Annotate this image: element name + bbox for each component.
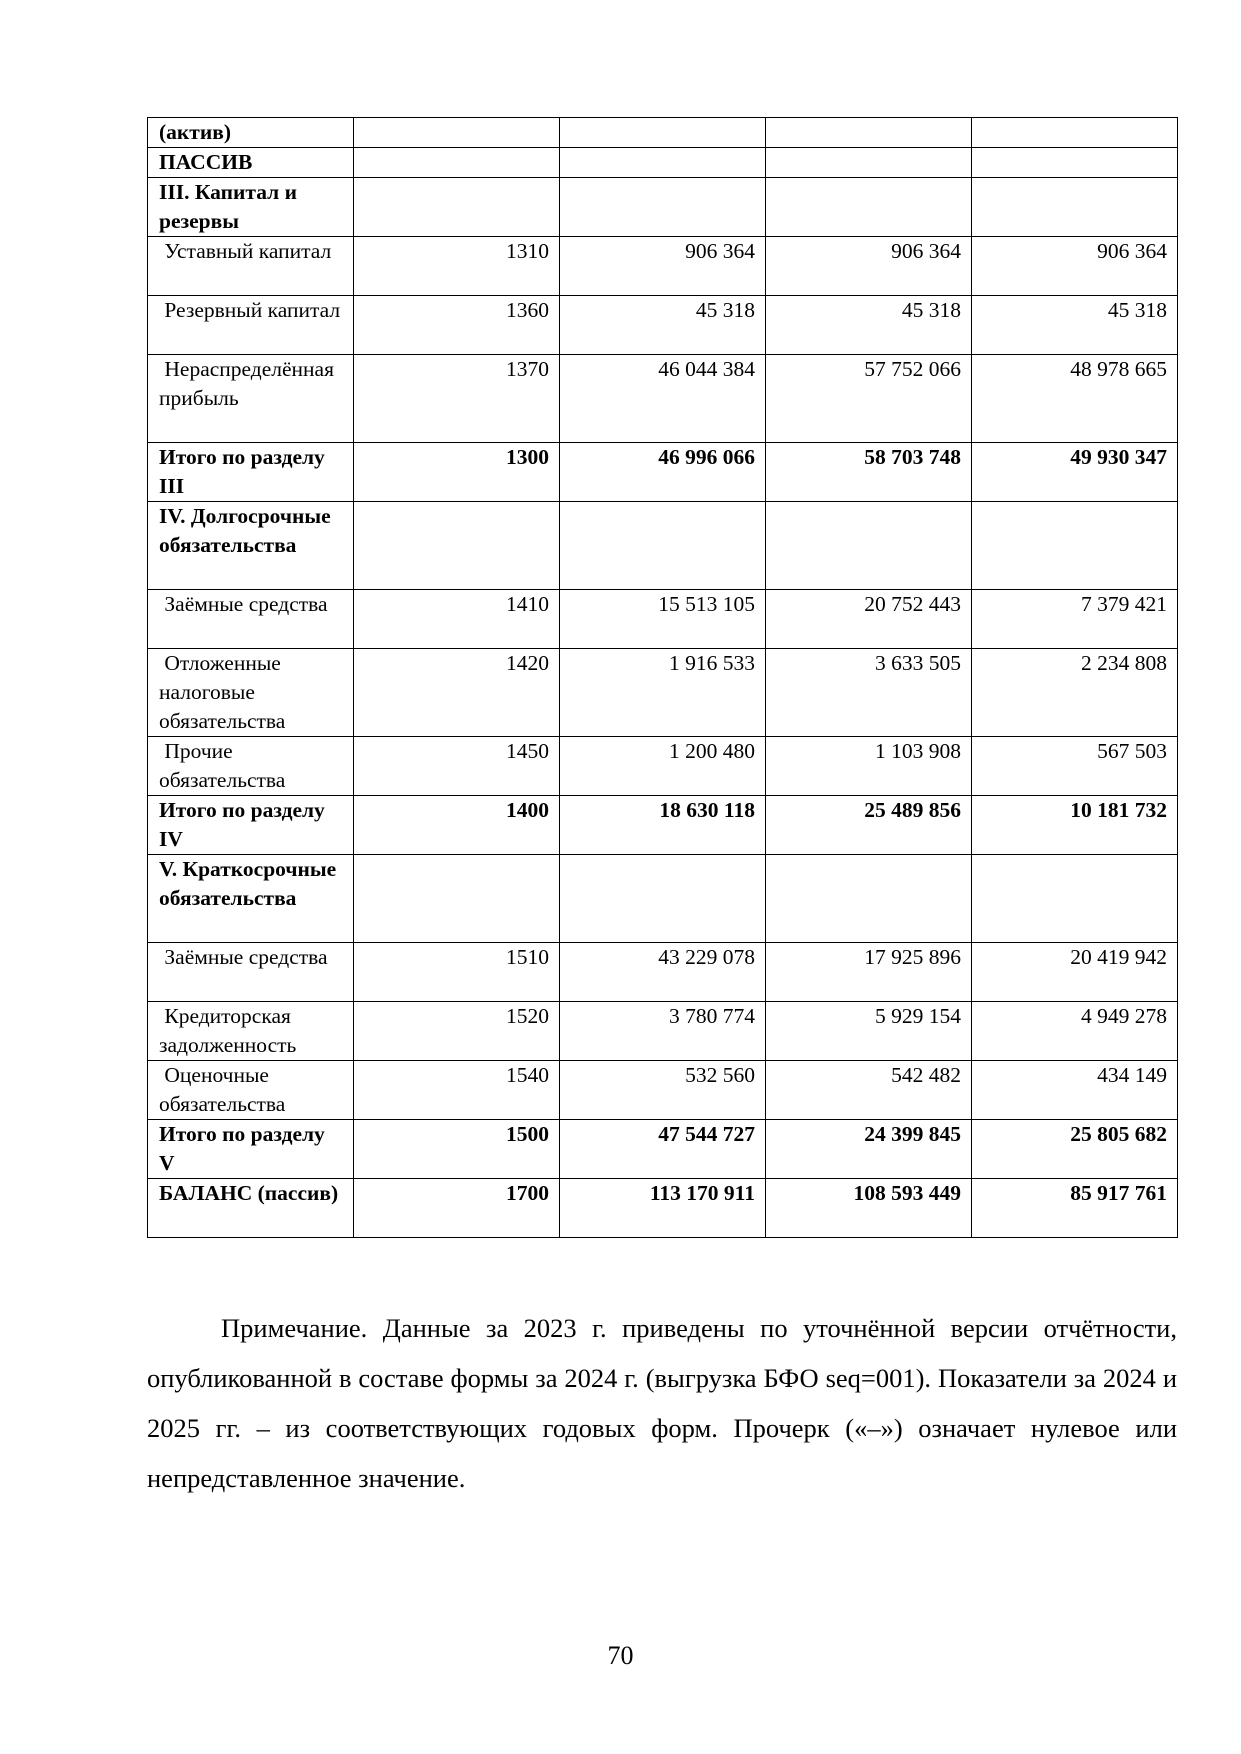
row-value-2023-cell [560, 502, 766, 590]
row-code-cell: 1520 [354, 1002, 560, 1061]
row-value-2023-cell: 15 513 105 [560, 590, 766, 649]
row-value-2024-cell: 17 925 896 [766, 943, 972, 1002]
row-value-2024-cell: 906 364 [766, 237, 972, 296]
row-code-cell: 1360 [354, 296, 560, 355]
row-code-cell: 1410 [354, 590, 560, 649]
row-value-2024-cell: 542 482 [766, 1061, 972, 1120]
row-value-2024-cell [766, 502, 972, 590]
row-name-cell: ПАССИВ [148, 148, 354, 178]
row-name-cell: (актив) [148, 118, 354, 148]
row-value-2025-cell: 45 318 [972, 296, 1178, 355]
row-value-2023-cell: 46 996 066 [560, 443, 766, 502]
row-name-cell: Итого по разделу III [148, 443, 354, 502]
table-row [148, 237, 1178, 296]
row-name-cell: IV. Долгосрочные обязательства [148, 502, 354, 590]
row-value-2023-cell: 47 544 727 [560, 1120, 766, 1179]
table-row [148, 443, 1178, 502]
table-row [148, 649, 1178, 737]
row-name-cell: Уставный капитал [148, 237, 354, 296]
row-value-2025-cell: 567 503 [972, 737, 1178, 796]
row-value-2025-cell: 434 149 [972, 1061, 1178, 1120]
row-code-cell: 1540 [354, 1061, 560, 1120]
row-value-2025-cell [972, 148, 1178, 178]
row-value-2025-cell: 48 978 665 [972, 355, 1178, 443]
row-value-2023-cell: 46 044 384 [560, 355, 766, 443]
row-value-2023-cell: 113 170 911 [560, 1179, 766, 1238]
row-value-2023-cell: 1 200 480 [560, 737, 766, 796]
row-name-cell: Кредиторская задолженность [148, 1002, 354, 1061]
row-value-2024-cell: 1 103 908 [766, 737, 972, 796]
table-row [148, 502, 1178, 590]
row-value-2025-cell: 49 930 347 [972, 443, 1178, 502]
row-code-cell: 1450 [354, 737, 560, 796]
table-row [148, 1179, 1178, 1238]
row-name-cell: Нераспределённая прибыль [148, 355, 354, 443]
row-code-cell: 1400 [354, 796, 560, 855]
row-name-cell: V. Краткосрочные обязательства [148, 855, 354, 943]
row-value-2025-cell [972, 855, 1178, 943]
row-value-2025-cell: 7 379 421 [972, 590, 1178, 649]
table-row [148, 118, 1178, 148]
row-code-cell: 1700 [354, 1179, 560, 1238]
table-row [148, 178, 1178, 237]
row-code-cell [354, 118, 560, 148]
row-value-2023-cell: 1 916 533 [560, 649, 766, 737]
row-value-2025-cell [972, 118, 1178, 148]
row-value-2025-cell: 85 917 761 [972, 1179, 1178, 1238]
row-value-2024-cell [766, 178, 972, 237]
row-name-cell: III. Капитал и резервы [148, 178, 354, 237]
row-value-2023-cell [560, 148, 766, 178]
balance-table [147, 117, 1178, 1238]
row-code-cell: 1300 [354, 443, 560, 502]
row-code-cell: 1510 [354, 943, 560, 1002]
table-row [148, 943, 1178, 1002]
row-value-2025-cell: 25 805 682 [972, 1120, 1178, 1179]
row-name-cell: Заёмные средства [148, 943, 354, 1002]
row-value-2023-cell: 45 318 [560, 296, 766, 355]
row-value-2025-cell [972, 502, 1178, 590]
row-value-2024-cell: 5 929 154 [766, 1002, 972, 1061]
table-row [148, 355, 1178, 443]
row-value-2024-cell: 20 752 443 [766, 590, 972, 649]
row-code-cell [354, 855, 560, 943]
row-value-2024-cell: 24 399 845 [766, 1120, 972, 1179]
row-value-2023-cell: 906 364 [560, 237, 766, 296]
row-code-cell: 1500 [354, 1120, 560, 1179]
row-name-cell: Отложенные налоговые обязательства [148, 649, 354, 737]
row-value-2025-cell: 906 364 [972, 237, 1178, 296]
row-value-2024-cell: 108 593 449 [766, 1179, 972, 1238]
row-name-cell: Прочие обязательства [148, 737, 354, 796]
row-value-2023-cell: 43 229 078 [560, 943, 766, 1002]
table-row [148, 1061, 1178, 1120]
table-row [148, 590, 1178, 649]
row-name-cell: Резервный капитал [148, 296, 354, 355]
row-value-2024-cell [766, 855, 972, 943]
row-value-2024-cell: 58 703 748 [766, 443, 972, 502]
row-name-cell: Итого по разделу V [148, 1120, 354, 1179]
row-value-2024-cell [766, 118, 972, 148]
row-name-cell: БАЛАНС (пассив) [148, 1179, 354, 1238]
row-code-cell: 1370 [354, 355, 560, 443]
row-value-2024-cell: 25 489 856 [766, 796, 972, 855]
row-value-2025-cell: 2 234 808 [972, 649, 1178, 737]
table-row [148, 1120, 1178, 1179]
row-value-2025-cell [972, 178, 1178, 237]
row-code-cell [354, 148, 560, 178]
table-row [148, 796, 1178, 855]
row-value-2024-cell: 3 633 505 [766, 649, 972, 737]
page-number: 70 [607, 1641, 634, 1670]
row-value-2023-cell: 3 780 774 [560, 1002, 766, 1061]
row-name-cell: Оценочные обязательства [148, 1061, 354, 1120]
row-value-2023-cell [560, 178, 766, 237]
row-value-2024-cell: 57 752 066 [766, 355, 972, 443]
row-value-2023-cell [560, 118, 766, 148]
row-name-cell: Заёмные средства [148, 590, 354, 649]
row-value-2024-cell [766, 148, 972, 178]
table-row [148, 1002, 1178, 1061]
note-paragraph: Примечание. Данные за 2023 г. приведены по уточнённой версии отчётности, опубликованной в составе формы за 2024 г. (выгрузка БФО seq=001). Показатели за 2024 и 2025 гг. – из соответствующих годовых форм. Прочерк («–») означает нулевое или непредставленное значение. [147, 1312, 1177, 1493]
row-code-cell: 1310 [354, 237, 560, 296]
row-value-2025-cell: 20 419 942 [972, 943, 1178, 1002]
row-value-2023-cell: 18 630 118 [560, 796, 766, 855]
balance-table-body [148, 118, 1178, 1238]
row-name-cell: Итого по разделу IV [148, 796, 354, 855]
row-code-cell [354, 178, 560, 237]
row-value-2025-cell: 10 181 732 [972, 796, 1178, 855]
row-value-2025-cell: 4 949 278 [972, 1002, 1178, 1061]
row-value-2023-cell [560, 855, 766, 943]
table-row [148, 148, 1178, 178]
row-value-2024-cell: 45 318 [766, 296, 972, 355]
table-row [148, 296, 1178, 355]
table-row [148, 855, 1178, 943]
table-row [148, 737, 1178, 796]
row-code-cell: 1420 [354, 649, 560, 737]
row-value-2023-cell: 532 560 [560, 1061, 766, 1120]
row-code-cell [354, 502, 560, 590]
